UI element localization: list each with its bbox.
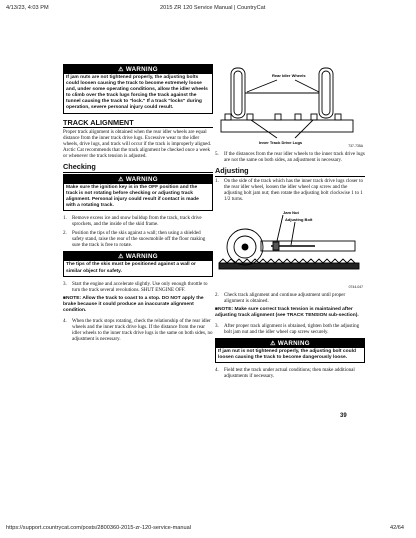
warning-box-jam-nut xyxy=(215,338,365,363)
list-item: 5. If the distances from the rear idler wheels to the inner track drive lugs are not the same on both sides, an adjustment is necessary. xyxy=(215,151,365,164)
label-adjusting-bolt: Adjusting Bolt xyxy=(285,216,313,222)
label-inner-track-drive-lugs: Inner Track Drive Lugs xyxy=(259,140,303,145)
list-item: 1. On the side of the track which has the inner track drive lugs closer to the rear idler wheel, loosen the idler wheel cap screw and the adjusting bolt jam nut; then rotate the adjusting bolt clockwise 1 to 1 1/2 turns. xyxy=(215,177,364,202)
figure-idler-alignment xyxy=(215,64,365,148)
warning-heading: WARNING xyxy=(125,175,158,183)
list-item: 3. After proper track alignment is obtained, tighten both the adjusting bolt jam nut and the idler wheel cap screw securely. xyxy=(215,322,360,336)
warning-heading: WARNING xyxy=(125,253,158,261)
warning-text: Make sure the ignition key is in the OFF position and the track is not rotating before checking or adjusting track alignment. Personal injury could result if contact is made with a rotating track. xyxy=(66,184,199,209)
warning-triangle-icon: ⚠ xyxy=(270,341,276,348)
figure-tag: 737-735A xyxy=(348,144,363,148)
warning-box-ski-tips xyxy=(63,251,213,276)
figure-tag: 0744-047 xyxy=(348,284,363,289)
section-title-checking: Checking xyxy=(63,162,213,173)
warning-triangle-icon: ⚠ xyxy=(118,67,124,73)
label-jam-nut: Jam Nut xyxy=(283,209,299,215)
adjusting-bolt-diagram xyxy=(215,205,365,289)
list-item: 4. Field test the track under actual conditions; then make additional adjustments if necessary. xyxy=(215,367,355,380)
header-title: 2015 ZR 120 Service Manual | CountryCat xyxy=(160,5,266,11)
paragraph-track-alignment: Proper track alignment is obtained when the rear idler wheels are equal distance from the inner track drive lugs. Excessive wear to the idler wheels, drive lugs, and track will occur if the track is improperly aligned. Arctic Cat recommends that the track alignment be checked once a week or whenever the track tension is adjusted. xyxy=(63,129,212,160)
figure-adjusting-bolt xyxy=(215,205,365,289)
footer-url: https://support.countrycat.com/posts/2800360-2015-zr-120-service-manual xyxy=(6,525,191,531)
list-item: 1. Remove excess ice and snow buildup from the track, track drive sprockets, and the inside of the skid frame. xyxy=(63,215,202,228)
note-coast-stop: ■NOTE: Allow the track to coast to a stop. DO NOT apply the brake because it could produce an inaccurate alignment condition. xyxy=(63,295,204,313)
warning-box-ignition xyxy=(63,174,213,211)
header-datetime: 4/13/23, 4:03 PM xyxy=(6,5,49,11)
warning-triangle-icon: ⚠ xyxy=(118,176,124,183)
section-title-track-alignment: TRACK ALIGNMENT xyxy=(63,118,213,129)
warning-text: If jam nut is not tightened properly, the adjusting bolt could loosen causing the track to become dangerously loose. xyxy=(218,349,356,361)
left-column xyxy=(63,64,213,345)
list-item: 2. Position the tips of the skis against a wall; then using a shielded safety stand, raise the rear of the snowmobile off the floor making sure the track is free to rotate. xyxy=(63,230,206,249)
list-item: 3. Start the engine and accelerate slightly. Use only enough throttle to turn the track several revolutions. SHUT ENGINE OFF. xyxy=(63,280,208,293)
track-alignment-diagram xyxy=(215,64,365,148)
warning-heading: WARNING xyxy=(125,66,158,73)
warning-text: The tips of the skis must be positioned against a wall or similar object for safety. xyxy=(66,262,196,274)
warning-box-jam-nuts xyxy=(63,64,213,114)
warning-text: If jam nuts are not tightened properly, the adjusting bolts could loosen causing the track to become extremely loose and, under some operating conditions, allow the idler wheels to climb over the track lugs forcing the track against the tunnel causing the track to "lock." If a track "locks" during operation, severe personal injury could result. xyxy=(66,75,208,111)
list-item: 4. When the track stops rotating, check the relationship of the rear idler wheels and the inner track drive lugs. If the distance from the rear idler wheels to the inner track drive lugs is the same on both sides, no adjustment is necessary. xyxy=(63,317,213,342)
page-number: 39 xyxy=(340,413,347,419)
list-item: 2. Check track alignment and continue adjustment until proper alignment is obtained. xyxy=(215,291,346,304)
footer-page-count: 42/64 xyxy=(390,525,404,531)
right-column xyxy=(215,64,365,382)
section-title-adjusting: Adjusting xyxy=(215,166,365,177)
label-rear-idler-wheels: Rear Idler Wheels xyxy=(272,73,306,78)
warning-triangle-icon: ⚠ xyxy=(118,254,124,261)
note-track-tension: ■NOTE: Make sure correct track tension is maintained after adjusting track alignment (see TRACK TENSION sub-section). xyxy=(215,306,359,318)
warning-heading: WARNING xyxy=(277,340,310,348)
